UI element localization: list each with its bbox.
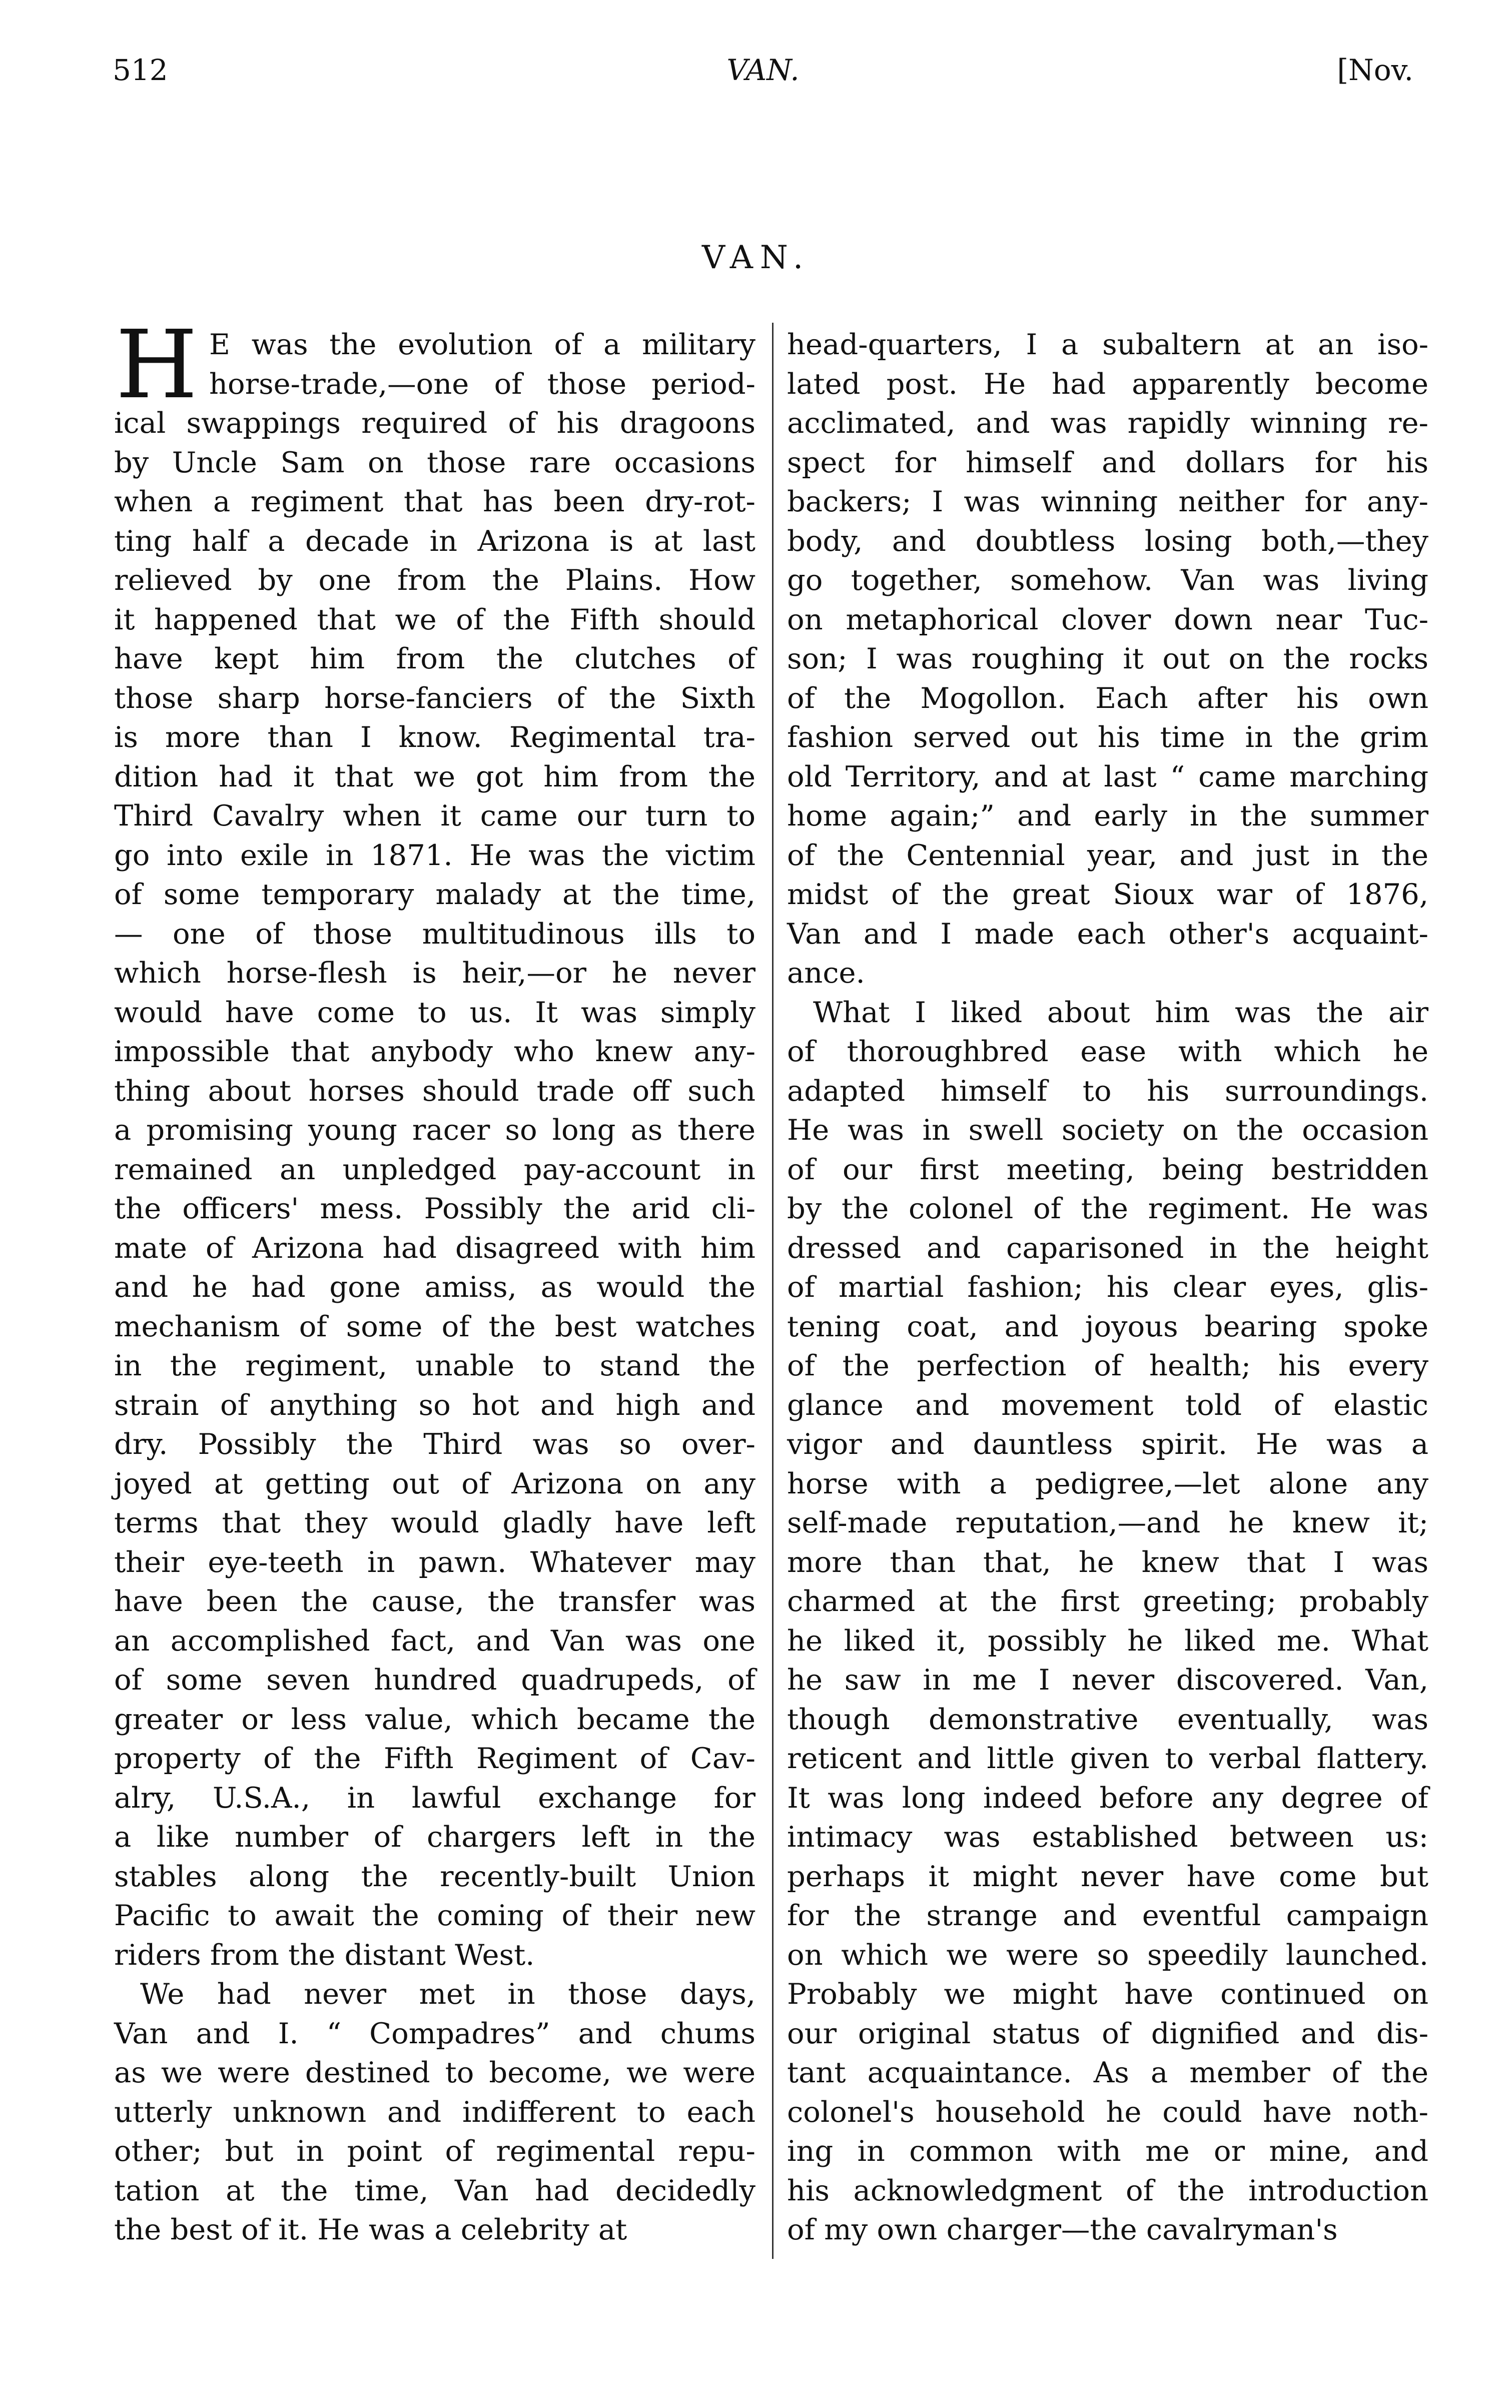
drop-cap: H: [116, 310, 198, 420]
text-line: of the perfection of health; his every: [787, 1349, 1428, 1382]
text-line: greater or less value, which became the: [114, 1702, 755, 1736]
text-line: for the strange and eventful campaign: [787, 1899, 1428, 1932]
text-line: Van and I. “ Compadres” and chums: [114, 2016, 755, 2050]
text-line: dressed and caparisoned in the height: [787, 1231, 1428, 1265]
text-line: strain of anything so hot and high and: [114, 1388, 755, 1422]
text-line: of my own charger—the cavalryman's: [787, 2213, 1338, 2246]
text-line: riders from the distant West.: [114, 1938, 535, 1972]
text-line: have kept him from the clutches of: [114, 642, 755, 675]
text-line: impossible that anybody who knew any-: [114, 1035, 755, 1068]
text-line: go into exile in 1871. He was the victim: [114, 838, 755, 872]
text-line: ing in common with me or mine, and: [787, 2134, 1428, 2168]
text-line: body, and doubtless losing both,—they: [787, 524, 1428, 558]
text-line: by Uncle Sam on those rare occasions: [114, 445, 755, 479]
text-line: by the colonel of the regiment. He was: [787, 1192, 1428, 1225]
text-line: though demonstrative eventually, was: [787, 1702, 1428, 1736]
text-line: We had never met in those days,: [140, 1977, 755, 2011]
text-line: spect for himself and dollars for his: [787, 445, 1428, 479]
text-line: he liked it, possibly he liked me. What: [787, 1624, 1428, 1658]
text-line: self-made reputation,—and he knew it;: [787, 1506, 1428, 1539]
text-line: E was the evolution of a military: [209, 328, 755, 361]
text-line: old Territory, and at last “ came marching: [787, 759, 1428, 793]
text-line: a like number of chargers left in the: [114, 1820, 755, 1854]
text-line: head-quarters, I a subaltern at an iso-: [787, 328, 1428, 361]
text-line: ical swappings required of his dragoons: [114, 406, 755, 440]
text-line: thing about horses should trade off such: [114, 1074, 755, 1108]
text-line: other; but in point of regimental repu-: [114, 2134, 755, 2168]
text-line: of martial fashion; his clear eyes, glis-: [787, 1270, 1428, 1304]
text-line: he saw in me I never discovered. Van,: [787, 1663, 1428, 1697]
text-line: of some seven hundred quadrupeds, of: [114, 1663, 755, 1697]
text-line: midst of the great Sioux war of 1876,: [787, 878, 1428, 911]
text-line: perhaps it might never have come but: [787, 1859, 1428, 1893]
text-line: it happened that we of the Fifth should: [114, 602, 755, 636]
article-title: VAN.: [701, 239, 811, 276]
text-line: intimacy was established between us:: [787, 1820, 1428, 1854]
text-line: son; I was roughing it out on the rocks: [787, 642, 1428, 675]
text-line: more than that, he knew that I was: [787, 1545, 1428, 1579]
text-line: mate of Arizona had disagreed with him: [114, 1231, 755, 1265]
text-line: relieved by one from the Plains. How: [114, 563, 755, 597]
text-line: their eye-teeth in pawn. Whatever may: [114, 1545, 755, 1579]
text-line: go together, somehow. Van was living: [787, 563, 1428, 597]
text-line: have been the cause, the transfer was: [114, 1584, 755, 1618]
text-line: those sharp horse-fanciers of the Sixth: [114, 681, 755, 715]
running-month: [Nov.: [1337, 53, 1413, 87]
text-line: reticent and little given to verbal flattery.: [787, 1742, 1428, 1775]
text-line: ance.: [787, 956, 865, 990]
text-line: charmed at the first greeting; probably: [787, 1584, 1428, 1618]
text-line: ting half a decade in Arizona is at last: [114, 524, 755, 558]
text-line: Third Cavalry when it came our turn to: [114, 799, 755, 833]
text-line: acclimated, and was rapidly winning re-: [787, 406, 1428, 440]
text-line: of some temporary malady at the time,: [114, 878, 755, 911]
text-line: adapted himself to his surroundings.: [787, 1074, 1428, 1108]
text-line: Pacific to await the coming of their new: [114, 1899, 755, 1932]
text-line: of the Mogollon. Each after his own: [787, 681, 1428, 715]
text-line: as we were destined to become, we were: [114, 2056, 755, 2089]
running-title: VAN.: [726, 53, 800, 87]
text-line: the best of it. He was a celebrity at: [114, 2213, 627, 2246]
text-line: an accomplished fact, and Van was one: [114, 1624, 755, 1658]
text-line: horse with a pedigree,—let alone any: [787, 1466, 1428, 1500]
text-line: utterly unknown and indifferent to each: [114, 2095, 755, 2129]
text-line: his acknowledgment of the introduction: [787, 2173, 1428, 2207]
text-line: tant acquaintance. As a member of the: [787, 2056, 1428, 2089]
column-rule: [772, 323, 774, 2259]
text-line: colonel's household he could have noth-: [787, 2095, 1428, 2129]
text-line: on metaphorical clover down near Tuc-: [787, 602, 1428, 636]
text-line: glance and movement told of elastic: [787, 1388, 1428, 1422]
text-line: on which we were so speedily launched.: [787, 1938, 1428, 1972]
text-line: of our first meeting, being bestridden: [787, 1152, 1428, 1186]
text-line: the officers' mess. Possibly the arid cli-: [114, 1192, 755, 1225]
text-line: and he had gone amiss, as would the: [114, 1270, 755, 1304]
text-line: — one of those multitudinous ills to: [114, 917, 755, 951]
text-line: tening coat, and joyous bearing spoke: [787, 1309, 1428, 1343]
text-line: What I liked about him was the air: [813, 995, 1428, 1029]
text-line: a promising young racer so long as there: [114, 1113, 755, 1147]
text-line: joyed at getting out of Arizona on any: [114, 1466, 755, 1500]
text-line: of thoroughbred ease with which he: [787, 1035, 1428, 1068]
text-line: vigor and dauntless spirit. He was a: [787, 1427, 1428, 1461]
text-line: of the Centennial year, and just in the: [787, 838, 1428, 872]
text-line: when a regiment that has been dry-rot-: [114, 485, 755, 518]
text-line: dry. Possibly the Third was so over-: [114, 1427, 755, 1461]
text-line: property of the Fifth Regiment of Cav-: [114, 1742, 755, 1775]
text-line: our original status of dignified and dis-: [787, 2016, 1428, 2050]
text-line: He was in swell society on the occasion: [787, 1113, 1428, 1147]
right-column: [787, 325, 1428, 2250]
text-line: in the regiment, unable to stand the: [114, 1349, 755, 1382]
page-number: 512: [113, 53, 168, 87]
text-line: would have come to us. It was simply: [114, 995, 755, 1029]
text-line: horse-trade,—one of those period-: [209, 367, 755, 401]
text-line: stables along the recently-built Union: [114, 1859, 755, 1893]
text-line: which horse-flesh is heir,—or he never: [114, 956, 755, 990]
text-line: Van and I made each other's acquaint-: [787, 917, 1428, 951]
text-line: fashion served out his time in the grim: [787, 720, 1428, 754]
text-line: terms that they would gladly have left: [114, 1506, 755, 1539]
text-line: dition had it that we got him from the: [114, 759, 755, 793]
text-line: tation at the time, Van had decidedly: [114, 2173, 755, 2207]
text-line: backers; I was winning neither for any-: [787, 485, 1428, 518]
left-column: [114, 310, 755, 2250]
text-line: mechanism of some of the best watches: [114, 1309, 755, 1343]
text-line: lated post. He had apparently become: [787, 367, 1428, 401]
text-line: home again;” and early in the summer: [787, 799, 1428, 833]
text-line: alry, U.S.A., in lawful exchange for: [114, 1781, 755, 1815]
text-line: remained an unpledged pay-account in: [114, 1152, 755, 1186]
running-head: [113, 50, 1413, 90]
text-line: Probably we might have continued on: [787, 1977, 1428, 2011]
text-line: is more than I know. Regimental tra-: [114, 720, 755, 754]
text-line: It was long indeed before any degree of: [787, 1781, 1428, 1815]
